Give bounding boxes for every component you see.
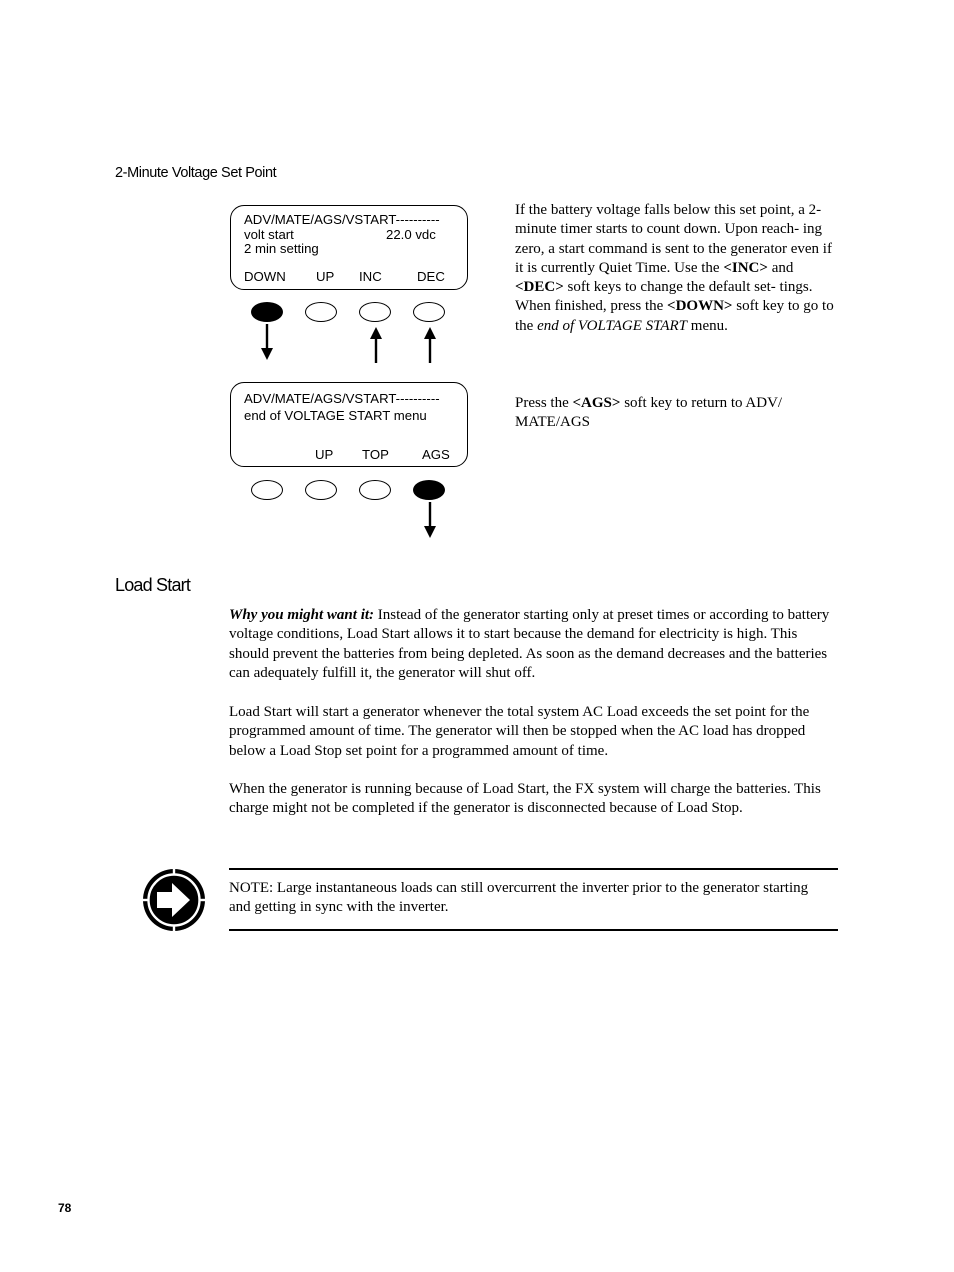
arrow-right-circle-icon — [141, 867, 207, 933]
arrow-up-icon — [368, 325, 384, 365]
volt-start-description: If the battery voltage falls below this set point, a 2-minute timer starts to count down. Upon reach- ing zero, a start command is sent to the generator even if it is currently Quiet Time. Use the <INC> and <DEC> soft keys to change the default set- tings. When finished, press the <DOWN> soft key to go to the end of VOLTAGE START menu. — [515, 202, 834, 334]
subsection-heading: 2-Minute Voltage Set Point — [115, 165, 277, 181]
lcd-screen-end-menu — [230, 382, 468, 467]
section-heading-load-start: Load Start — [115, 575, 191, 595]
soft-key-dec[interactable] — [413, 302, 445, 322]
lcd-setting-label: volt start — [244, 227, 294, 242]
soft-key-top[interactable] — [359, 480, 391, 500]
arrow-down-icon — [422, 500, 438, 540]
lcd-key-label-up: UP — [315, 447, 334, 462]
load-start-paragraph-1: Why you might want it: Instead of the generator starting only at preset times or according to battery voltage conditions, Load Start allows it to start because the demand for electricity is high. This should prevent the batteries from being depleted. As soon as the demand decreases and the batteries can adequately fulfill it, the generator will shut off. — [229, 607, 830, 681]
lcd-key-label-down: DOWN — [244, 269, 286, 284]
arrow-down-icon — [259, 322, 275, 362]
lcd-menu-message: end of VOLTAGE START menu — [244, 408, 427, 423]
lcd-key-label-dec: DEC — [417, 269, 445, 284]
page-number: 78 — [58, 1201, 72, 1215]
note-top-rule — [229, 868, 838, 870]
soft-key-1[interactable] — [251, 480, 283, 500]
arrow-up-icon — [422, 325, 438, 365]
soft-key-up[interactable] — [305, 302, 337, 322]
soft-key-down-pressed[interactable] — [251, 302, 283, 322]
soft-key-up[interactable] — [305, 480, 337, 500]
soft-key-inc[interactable] — [359, 302, 391, 322]
note-text: NOTE: Large instantaneous loads can still overcurrent the inverter prior to the generator starting and getting in sync with the inverter. — [229, 880, 809, 916]
lcd-setting-description: 2 min setting — [244, 241, 319, 256]
lcd-key-label-ags: AGS — [422, 447, 450, 462]
note-bottom-rule — [229, 929, 838, 931]
lcd-menu-path: ADV/MATE/AGS/VSTART---------- — [244, 212, 440, 227]
lcd-key-label-top: TOP — [362, 447, 389, 462]
lcd-key-label-up: UP — [316, 269, 335, 284]
lcd-key-label-inc: INC — [359, 269, 382, 284]
load-start-paragraph-3: When the generator is running because of Load Start, the FX system will charge the batteries. This charge might not be completed if the generator is disconnected because of Load Stop. — [229, 781, 821, 817]
lcd-setting-value: 22.0 vdc — [386, 227, 436, 242]
lcd-screen-volt-start — [230, 205, 468, 290]
load-start-paragraph-2: Load Start will start a generator whenever the total system AC Load exceeds the set point for the programmed amount of time. The generator will then be stopped when the AC load has dropped below a Load Stop set point for a programmed amount of time. — [229, 704, 810, 759]
soft-key-ags-pressed[interactable] — [413, 480, 445, 500]
lcd-menu-path: ADV/MATE/AGS/VSTART---------- — [244, 391, 440, 406]
ags-return-description: Press the <AGS> soft key to return to ADV/ MATE/AGS — [515, 395, 783, 431]
